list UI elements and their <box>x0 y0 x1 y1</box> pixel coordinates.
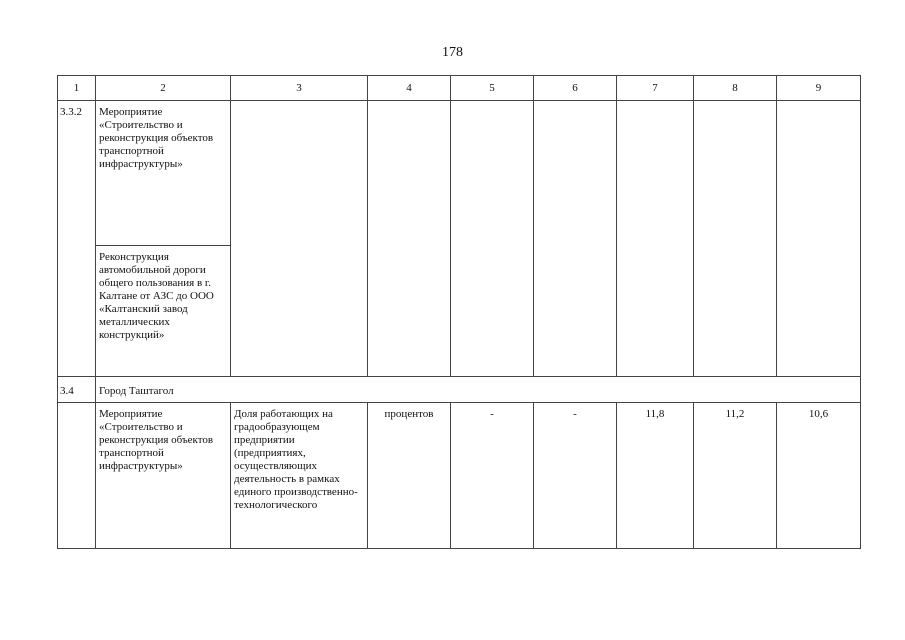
header-cell-9: 9 <box>777 76 861 101</box>
table-row <box>58 101 861 246</box>
empty-cell <box>534 101 617 377</box>
event-cell: Мероприятие «Строительство и реконструкция объектов транспортной инфраструктуры» <box>96 101 231 246</box>
header-row <box>58 76 861 101</box>
header-cell-6: 6 <box>534 76 617 101</box>
header-cell-2: 2 <box>96 76 231 101</box>
program-table <box>57 75 861 549</box>
value-cell-7: 11,8 <box>617 403 694 549</box>
header-cell-5: 5 <box>451 76 534 101</box>
value-cell-5: - <box>451 403 534 549</box>
event-cell: Мероприятие «Строительство и реконструкция объектов транспортной инфраструктуры» <box>96 403 231 549</box>
header-cell-3: 3 <box>231 76 368 101</box>
value-cell-8: 11,2 <box>694 403 777 549</box>
indicator-cell: Доля работающих на градообразующем предприятии (предприятиях, осуществляющих деятельность в рамках единого производственно-технологического <box>231 403 368 549</box>
unit-cell: процентов <box>368 403 451 549</box>
header-cell-7: 7 <box>617 76 694 101</box>
empty-cell <box>617 101 694 377</box>
object-cell: Реконструкция автомобильной дороги общего пользования в г. Калтане от АЗС до ООО «Калтанский завод металлических конструкций» <box>96 246 231 377</box>
empty-cell <box>231 101 368 377</box>
value-cell-6: - <box>534 403 617 549</box>
header-cell-4: 4 <box>368 76 451 101</box>
row-code: 3.3.2 <box>58 101 96 377</box>
empty-cell <box>58 403 96 549</box>
section-row <box>58 377 861 403</box>
page-number: 178 <box>442 45 463 60</box>
section-title: Город Таштагол <box>96 377 861 403</box>
row-code: 3.4 <box>58 377 96 403</box>
empty-cell <box>368 101 451 377</box>
header-cell-1: 1 <box>58 76 96 101</box>
empty-cell <box>777 101 861 377</box>
header-cell-8: 8 <box>694 76 777 101</box>
empty-cell <box>694 101 777 377</box>
value-cell-9: 10,6 <box>777 403 861 549</box>
table-row <box>58 403 861 549</box>
empty-cell <box>451 101 534 377</box>
